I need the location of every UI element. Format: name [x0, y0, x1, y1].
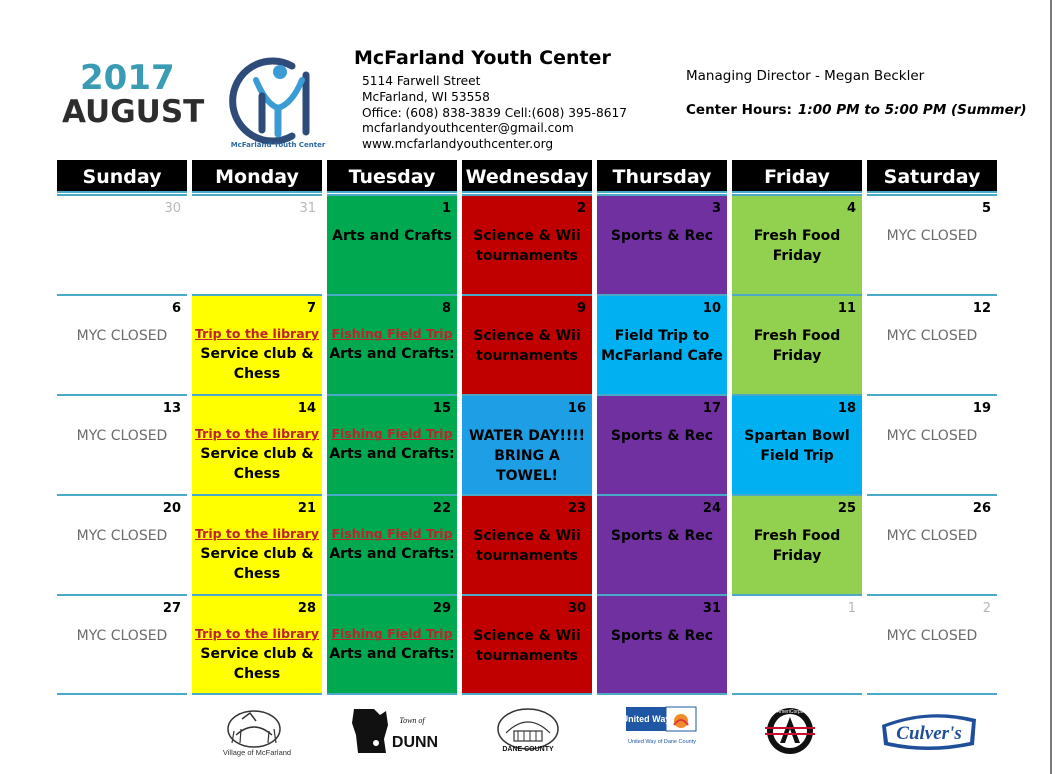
phone-numbers: Office: (608) 838-3839 Cell:(608) 395-8617 [362, 105, 627, 120]
day-number: 4 [846, 201, 856, 216]
field-trip-link[interactable]: Trip to the library [195, 526, 319, 541]
managing-director: Managing Director - Megan Beckler [686, 68, 925, 84]
day-activity: Fresh Food Friday [753, 328, 841, 364]
calendar-day-cell [462, 294, 592, 394]
calendar-day-cell [462, 494, 592, 594]
day-number: 12 [972, 301, 991, 316]
website-url: www.mcfarlandyouthcenter.org [362, 137, 554, 152]
day-number: 30 [567, 601, 586, 616]
day-number: 26 [972, 501, 991, 516]
day-number: 31 [702, 601, 721, 616]
day-activity: Sports & Rec [610, 628, 714, 644]
logo-caption: McFarland Youth Center [230, 141, 326, 149]
day-number: 21 [297, 501, 316, 516]
day-activity: MYC CLOSED [76, 628, 168, 644]
calendar-day-cell [57, 194, 187, 294]
day-number: 8 [441, 301, 451, 316]
day-activity: Science & Wii tournaments [473, 228, 581, 264]
calendar-day-cell [597, 594, 727, 694]
sponsor-dunn-small: Town of [399, 716, 425, 725]
day-number: 6 [171, 301, 181, 316]
day-activity: MYC CLOSED [886, 328, 978, 344]
day-number: 5 [981, 201, 991, 216]
day-activity: Arts and Crafts: [329, 446, 455, 462]
americorps-logo [764, 705, 824, 757]
day-number: 24 [702, 501, 721, 516]
field-trip-link[interactable]: Fishing Field Trip [331, 626, 453, 641]
sponsor-americorps-text: AmeriCorps [776, 709, 804, 715]
calendar-day-cell [192, 194, 322, 294]
calendar-day-cell [462, 594, 592, 694]
calendar-day-cell [732, 394, 862, 494]
field-trip-link[interactable]: Fishing Field Trip [331, 426, 453, 441]
day-activity: Science & Wii tournaments [473, 328, 581, 364]
sponsor-culvers-text: Culver's [896, 723, 962, 744]
field-trip-link[interactable]: Trip to the library [195, 326, 319, 341]
day-number: 25 [837, 501, 856, 516]
calendar-day-cell [57, 494, 187, 594]
culvers-logo [878, 705, 982, 757]
day-activity: Fresh Food Friday [753, 528, 841, 564]
day-activity: Sports & Rec [610, 228, 714, 244]
calendar-day-cell [192, 294, 322, 394]
day-activity: Service club & Chess [200, 546, 314, 582]
sponsor-village-text: Village of McFarland [222, 748, 292, 757]
day-number: 23 [567, 501, 586, 516]
day-activity: Sports & Rec [610, 528, 714, 544]
calendar-day-cell [57, 394, 187, 494]
day-number: 18 [837, 401, 856, 416]
day-number: 15 [432, 401, 451, 416]
field-trip-link[interactable]: Trip to the library [195, 626, 319, 641]
calendar-day-cell [462, 394, 592, 494]
center-hours [686, 102, 1027, 118]
day-activity: MYC CLOSED [76, 428, 168, 444]
day-number: 31 [299, 201, 316, 216]
day-header-monday: Monday [192, 160, 322, 193]
grid-bottom-rule [462, 693, 592, 695]
grid-bottom-rule [597, 693, 727, 695]
day-activity: MYC CLOSED [886, 628, 978, 644]
day-activity: Field Trip to McFarland Cafe [601, 328, 723, 364]
day-number: 17 [702, 401, 721, 416]
grid-bottom-rule [867, 693, 997, 695]
day-activity: MYC CLOSED [886, 428, 978, 444]
org-contact [362, 74, 627, 153]
day-activity: Arts and Crafts: [329, 346, 455, 362]
day-number: 9 [576, 301, 586, 316]
email-address: mcfarlandyouthcenter@gmail.com [362, 121, 574, 136]
day-number: 19 [972, 401, 991, 416]
calendar-day-cell [867, 294, 997, 394]
sponsor-dane-text: DANE COUNTY [502, 746, 554, 753]
day-number: 2 [576, 201, 586, 216]
sponsor-dunn-text: DUNN [391, 734, 439, 751]
dane-county-logo [492, 705, 564, 757]
page-right-border [1050, 0, 1052, 774]
calendar-day-cell [867, 494, 997, 594]
day-number: 22 [432, 501, 451, 516]
day-header-friday: Friday [732, 160, 862, 193]
day-activity: Service club & Chess [200, 446, 314, 482]
calendar-day-cell [732, 594, 862, 694]
calendar-day-cell [597, 294, 727, 394]
day-header-sunday: Sunday [57, 160, 187, 193]
day-number: 20 [162, 501, 181, 516]
united-way-logo [626, 705, 698, 757]
day-number: 1 [847, 601, 856, 616]
calendar-day-cell [327, 394, 457, 494]
calendar-day-cell [732, 294, 862, 394]
day-number: 11 [837, 301, 856, 316]
day-number: 30 [164, 201, 181, 216]
day-header-thursday: Thursday [597, 160, 727, 193]
calendar-day-cell [327, 294, 457, 394]
calendar-day-cell [192, 594, 322, 694]
day-number: 3 [711, 201, 721, 216]
day-activity: Arts and Crafts: [329, 646, 455, 662]
day-activity: Sports & Rec [610, 428, 714, 444]
address-city: McFarland, WI 53558 [362, 89, 490, 104]
grid-bottom-rule [192, 693, 322, 695]
field-trip-link[interactable]: Fishing Field Trip [331, 326, 453, 341]
day-activity: Arts and Crafts [332, 228, 452, 244]
calendar-day-cell [732, 494, 862, 594]
day-number: 13 [162, 401, 181, 416]
day-activity: MYC CLOSED [76, 328, 168, 344]
calendar-day-cell [867, 594, 997, 694]
address-street: 5114 Farwell Street [362, 74, 481, 88]
day-number: 27 [162, 601, 181, 616]
day-header-wednesday: Wednesday [462, 160, 592, 193]
field-trip-link[interactable]: Fishing Field Trip [331, 526, 453, 541]
hours-label: Center Hours: [686, 102, 792, 118]
hours-value: 1:00 PM to 5:00 PM (Summer) [797, 102, 1027, 118]
day-activity: Service club & Chess [200, 346, 314, 382]
day-number: 14 [297, 401, 316, 416]
calendar-day-cell [597, 494, 727, 594]
day-activity: Arts and Crafts: [329, 546, 455, 562]
day-activity: Fresh Food Friday [753, 228, 841, 264]
calendar-day-cell [867, 394, 997, 494]
town-of-dunn-logo [350, 705, 442, 757]
calendar-day-cell [192, 394, 322, 494]
day-number: 2 [982, 601, 991, 616]
day-number: 28 [297, 601, 316, 616]
village-mcfarland-logo [212, 705, 302, 757]
day-activity: Spartan Bowl Field Trip [744, 428, 850, 464]
calendar-day-cell [57, 294, 187, 394]
day-number: 16 [567, 401, 586, 416]
day-activity: Science & Wii tournaments [473, 528, 581, 564]
calendar-day-cell [462, 194, 592, 294]
day-header-tuesday: Tuesday [327, 160, 457, 193]
calendar-year: 2017 [80, 58, 175, 98]
day-activity: WATER DAY!!!! BRING A TOWEL! [468, 428, 586, 484]
day-number: 10 [702, 301, 721, 316]
calendar-day-cell [327, 494, 457, 594]
day-activity: MYC CLOSED [886, 528, 978, 544]
calendar-month: AUGUST [62, 94, 205, 130]
sponsor-unitedway-small: United Way of Dane County [628, 739, 696, 745]
calendar-day-cell [327, 594, 457, 694]
sponsor-unitedway-text: United Way [626, 714, 671, 724]
day-activity: Science & Wii tournaments [473, 628, 581, 664]
day-number: 7 [306, 301, 316, 316]
calendar-day-cell [327, 194, 457, 294]
calendar-day-cell [867, 194, 997, 294]
grid-bottom-rule [57, 693, 187, 695]
day-activity: Service club & Chess [200, 646, 314, 682]
calendar-day-cell [57, 594, 187, 694]
grid-bottom-rule [732, 693, 862, 695]
calendar-day-cell [192, 494, 322, 594]
calendar-day-cell [597, 194, 727, 294]
day-activity: MYC CLOSED [76, 528, 168, 544]
day-number: 1 [441, 201, 451, 216]
org-name: McFarland Youth Center [354, 47, 611, 69]
day-header-saturday: Saturday [867, 160, 997, 193]
grid-bottom-rule [327, 693, 457, 695]
day-number: 29 [432, 601, 451, 616]
field-trip-link[interactable]: Trip to the library [195, 426, 319, 441]
day-activity: MYC CLOSED [886, 228, 978, 244]
calendar-day-cell [732, 194, 862, 294]
calendar-day-cell [597, 394, 727, 494]
